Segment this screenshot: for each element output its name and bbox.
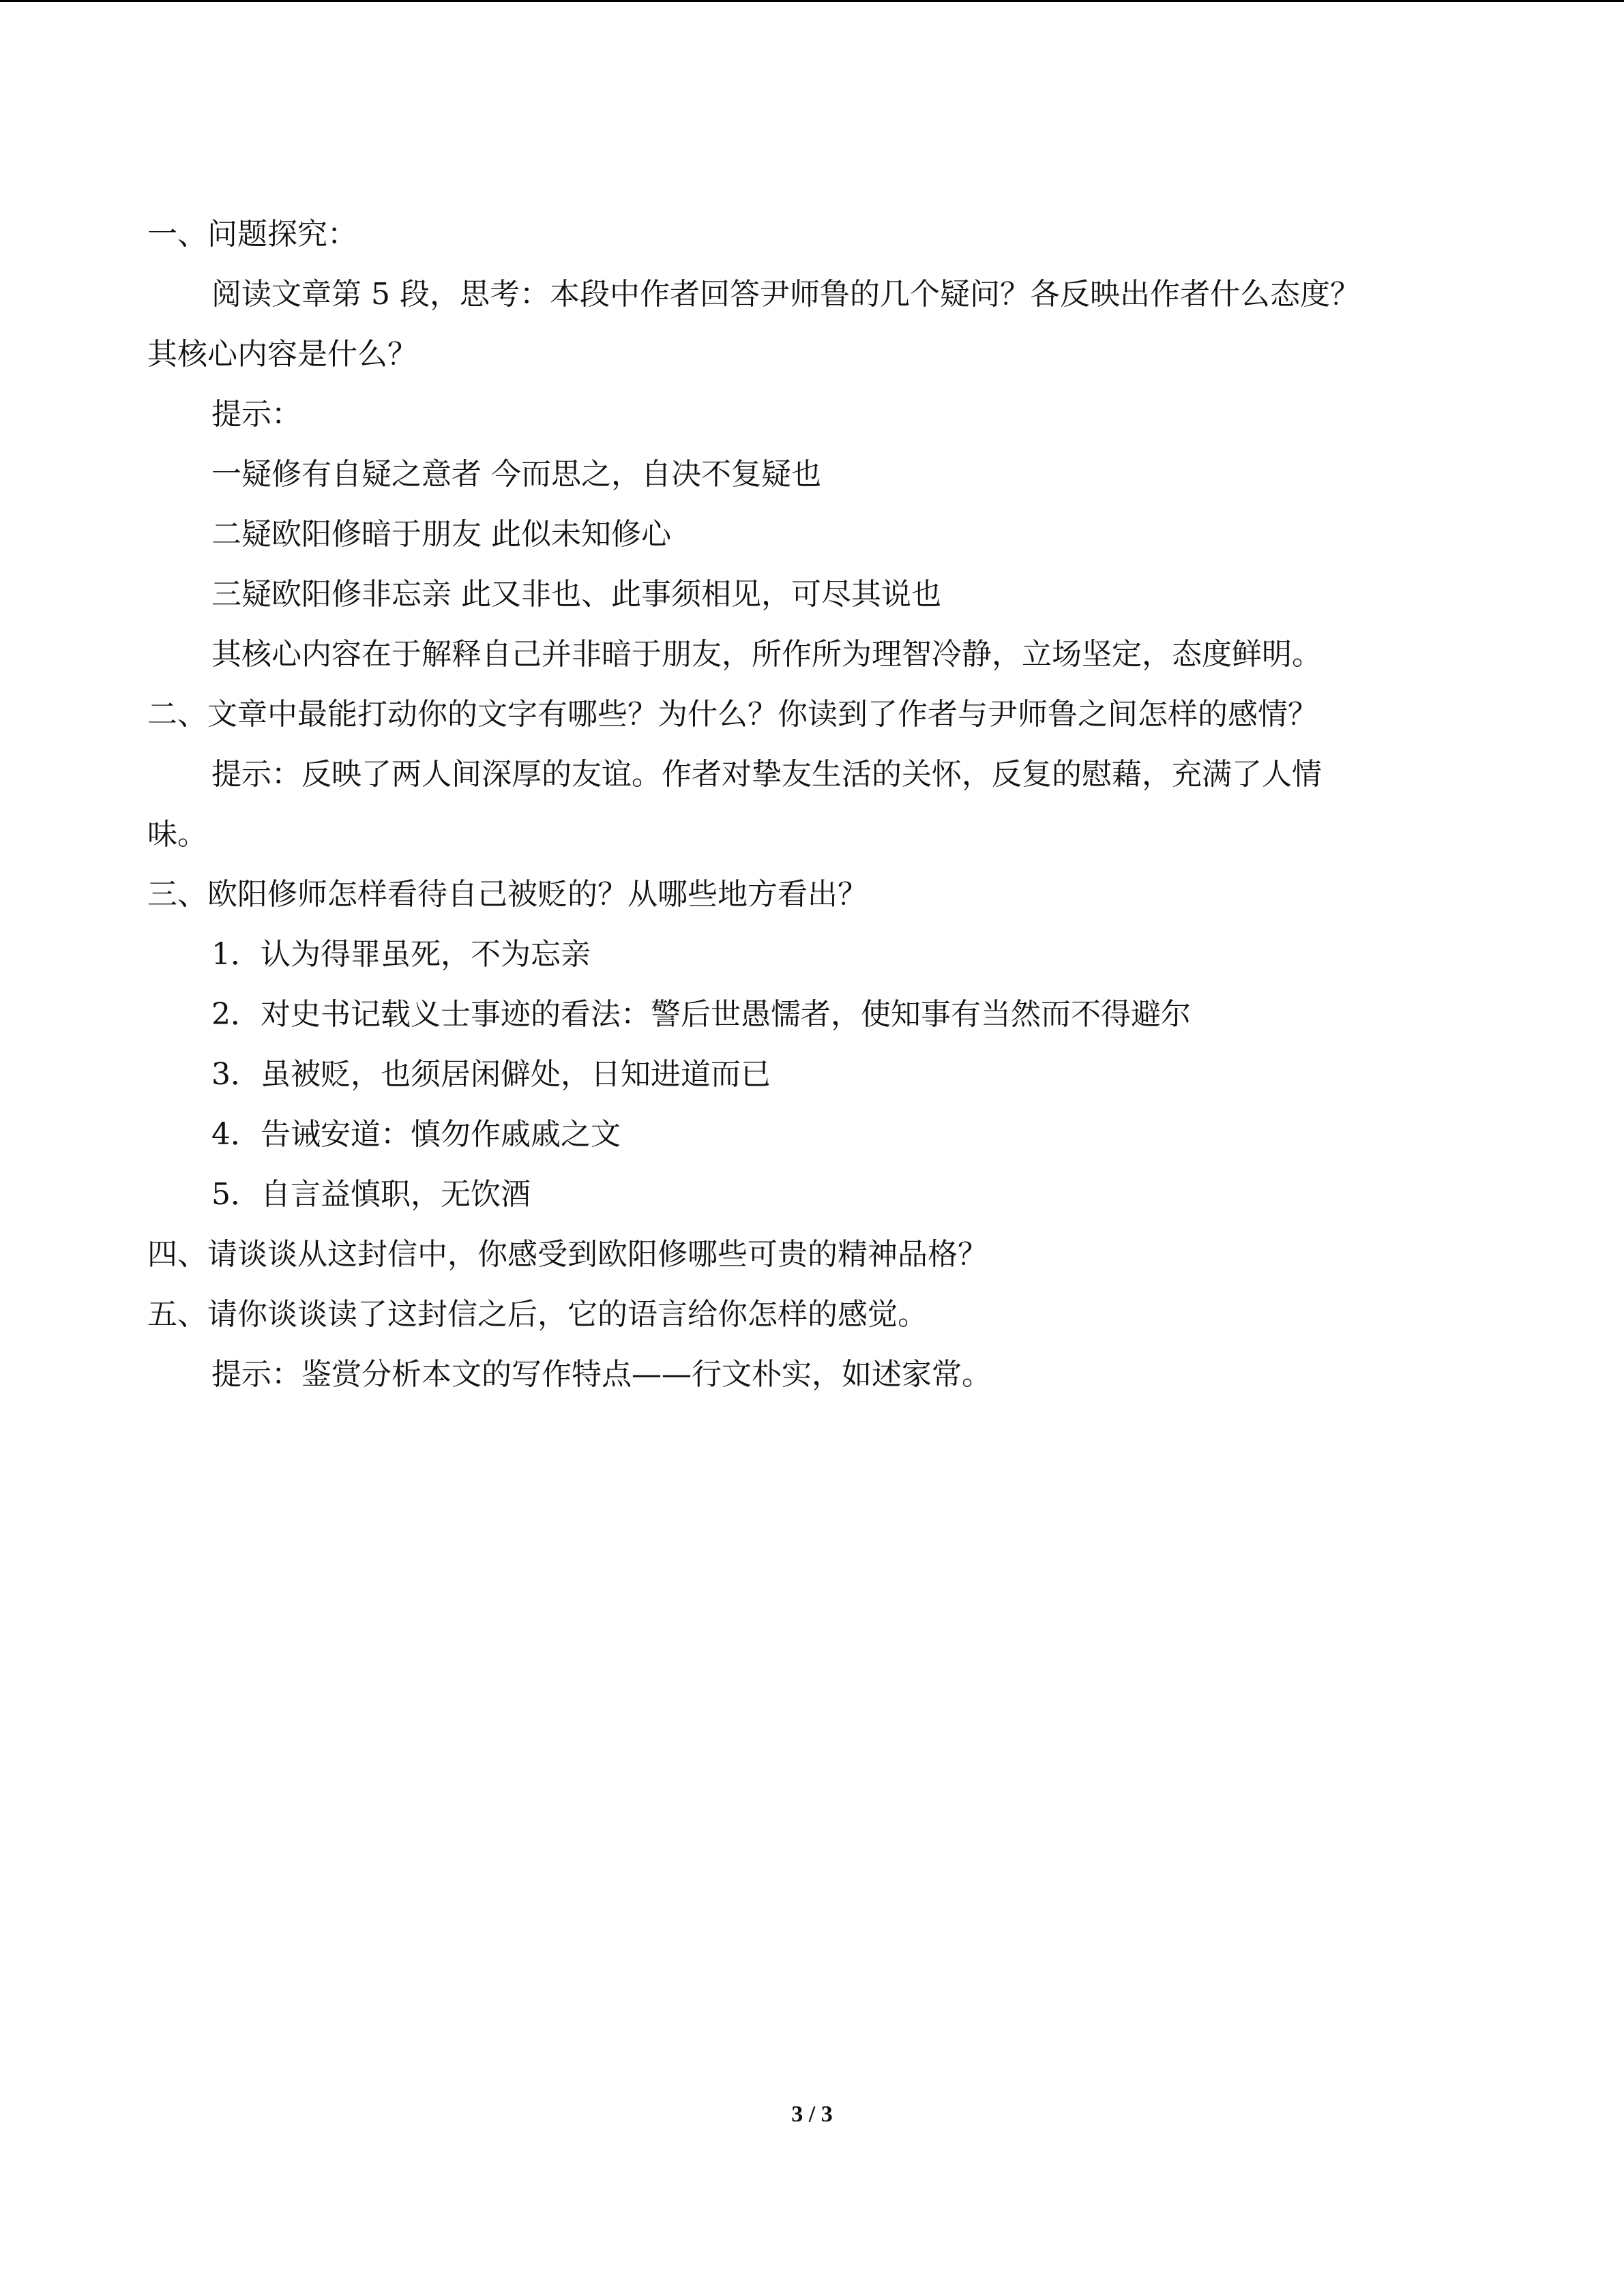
section2-hint-line2: 味。	[147, 817, 207, 852]
section1-question-line1: 阅读文章第 5 段，思考：本段中作者回答尹师鲁的几个疑问？各反映出作者什么态度？	[211, 277, 1360, 312]
document-body	[147, 205, 1450, 1405]
section2-hint-line1: 提示：反映了两人间深厚的友谊。作者对挚友生活的关怀，反复的慰藉，充满了人情	[211, 757, 1322, 792]
section1-hint-label: 提示：	[211, 397, 301, 432]
section2-heading: 二、文章中最能打动你的文字有哪些？为什么？你读到了作者与尹师鲁之间怎样的感情？	[147, 697, 1318, 732]
section3-item-1: 1．认为得罪虽死，不为忘亲	[211, 937, 591, 972]
top-border-rule	[0, 0, 1624, 2]
section1-doubt1: 一疑修有自疑之意者 今而思之，自决不复疑也	[211, 457, 821, 492]
section1-doubt3: 三疑欧阳修非忘亲 此又非也、此事须相见，可尽其说也	[211, 577, 941, 612]
section1-question-line2: 其核心内容是什么？	[147, 337, 417, 372]
section3-item-5: 5．自言益慎职，无饮酒	[211, 1177, 531, 1212]
section5-hint: 提示：鉴赏分析本文的写作特点——行文朴实，如述家常。	[211, 1357, 992, 1392]
section3-item-3: 3．虽被贬，也须居闲僻处，日知进道而已	[211, 1057, 771, 1092]
section4-heading: 四、请谈谈从这封信中，你感受到欧阳修哪些可贵的精神品格？	[147, 1237, 988, 1272]
page-number: 3 / 3	[791, 2102, 833, 2127]
section1-doubt2: 二疑欧阳修暗于朋友 此似未知修心	[211, 517, 671, 552]
section1-heading: 一、问题探究：	[147, 217, 357, 252]
section1-core: 其核心内容在于解释自己并非暗于朋友，所作所为理智冷静，立场坚定，态度鲜明。	[211, 637, 1322, 672]
section3-heading: 三、欧阳修师怎样看待自己被贬的？从哪些地方看出？	[147, 877, 868, 912]
section5-heading: 五、请你谈谈读了这封信之后，它的语言给你怎样的感觉。	[147, 1297, 928, 1332]
section3-item-2: 2．对史书记载义士事迹的看法：警后世愚懦者，使知事有当然而不得避尔	[211, 997, 1191, 1032]
section3-item-4: 4．告诫安道：慎勿作戚戚之文	[211, 1117, 621, 1152]
